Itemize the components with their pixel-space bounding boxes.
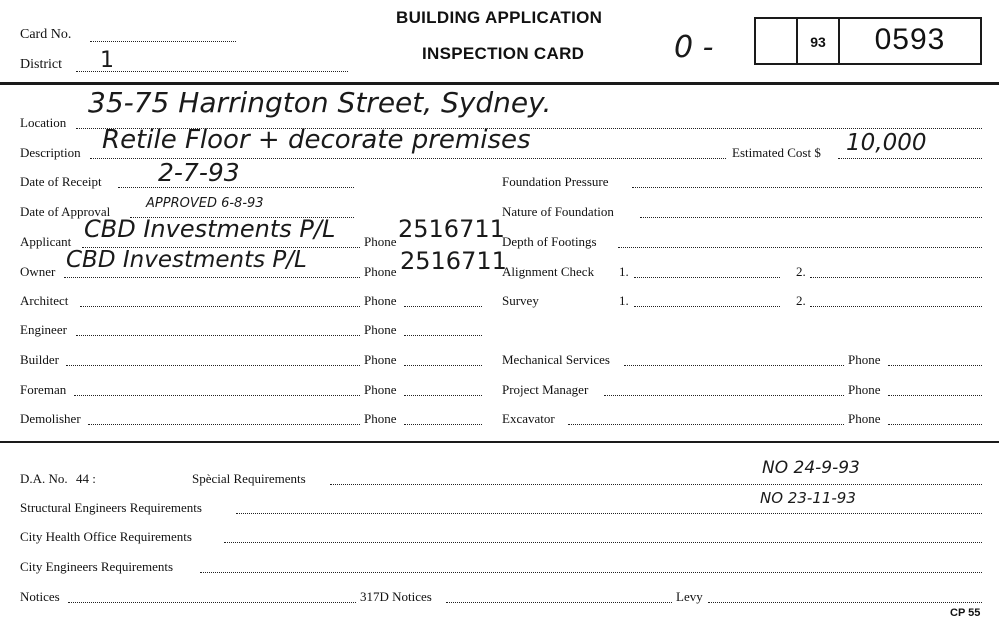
excavator-label: Excavator xyxy=(502,411,555,426)
estimated-cost-value: 10,000 xyxy=(846,130,927,156)
date-of-approval-label: Date of Approval xyxy=(20,204,111,219)
builder-phone-label: Phone xyxy=(364,352,397,367)
structural-requirements-field[interactable] xyxy=(236,513,982,514)
city-engineers-label: City Engineers Requirements xyxy=(20,559,174,574)
district-label: District xyxy=(20,57,62,72)
location-value: 35-75 Harrington Street, Sydney. xyxy=(88,86,552,119)
excavator-phone-field[interactable] xyxy=(888,424,982,425)
nature-of-foundation-label: Nature of Foundation xyxy=(502,204,614,219)
nature-of-foundation-field[interactable] xyxy=(640,217,982,218)
demolisher-phone-field[interactable] xyxy=(404,424,482,425)
depth-of-footings-field[interactable] xyxy=(618,247,982,248)
architect-label: Architect xyxy=(20,293,69,308)
card-no-field[interactable] xyxy=(90,41,236,42)
applicant-label: Applicant xyxy=(20,234,72,249)
alignment-check-1-label: 1. xyxy=(619,264,629,279)
estimated-cost-field[interactable] xyxy=(838,158,982,159)
survey-1-field[interactable] xyxy=(634,306,780,307)
alignment-check-1-field[interactable] xyxy=(634,277,780,278)
engineer-field[interactable] xyxy=(76,335,360,336)
project-manager-phone-label: Phone xyxy=(848,382,881,397)
da-no-label: D.A. No. xyxy=(20,471,68,486)
structural-requirements-value: NO 23-11-93 xyxy=(760,489,856,507)
alignment-check-2-field[interactable] xyxy=(810,277,982,278)
engineer-label: Engineer xyxy=(20,322,67,337)
health-office-field[interactable] xyxy=(224,542,982,543)
levy-label: Levy xyxy=(676,589,703,604)
middle-rule xyxy=(0,441,999,443)
levy-field[interactable] xyxy=(708,602,982,603)
year-code: 93 xyxy=(810,34,826,50)
applicant-value: CBD Investments P/L xyxy=(84,215,336,243)
special-requirements-field[interactable] xyxy=(330,484,982,485)
excavator-field[interactable] xyxy=(568,424,844,425)
alignment-check-label: Alignment Check xyxy=(502,264,595,279)
foreman-phone-label: Phone xyxy=(364,382,397,397)
date-of-approval-value: APPROVED 6-8-93 xyxy=(146,196,264,211)
demolisher-label: Demolisher xyxy=(20,411,81,426)
district-value: 1 xyxy=(100,48,114,73)
foundation-pressure-field[interactable] xyxy=(632,187,982,188)
notices-field[interactable] xyxy=(68,602,356,603)
notices-317d-label: 317D Notices xyxy=(360,589,432,604)
mechanical-services-field[interactable] xyxy=(624,365,844,366)
engineer-phone-label: Phone xyxy=(364,322,397,337)
survey-2-label: 2. xyxy=(796,293,806,308)
applicant-phone-label: Phone xyxy=(364,234,397,249)
structural-requirements-label: Structural Engineers Requirements xyxy=(20,500,202,515)
builder-field[interactable] xyxy=(66,365,360,366)
foreman-label: Foreman xyxy=(20,382,67,397)
mechanical-phone-field[interactable] xyxy=(888,365,982,366)
date-of-receipt-value: 2-7-93 xyxy=(158,158,240,187)
alignment-check-2-label: 2. xyxy=(796,264,806,279)
architect-field[interactable] xyxy=(80,306,360,307)
survey-1-label: 1. xyxy=(619,293,629,308)
date-of-receipt-label: Date of Receipt xyxy=(20,174,102,189)
description-label: Description xyxy=(20,145,81,160)
architect-phone-field[interactable] xyxy=(404,306,482,307)
special-requirements-label: Spècial Requirements xyxy=(192,471,306,486)
engineer-phone-field[interactable] xyxy=(404,335,482,336)
card-box-blank xyxy=(754,17,798,65)
card-number: 0593 xyxy=(874,23,946,56)
city-engineers-field[interactable] xyxy=(200,572,982,573)
survey-label: Survey xyxy=(502,293,539,308)
estimated-cost-label: Estimated Cost $ xyxy=(732,145,821,160)
top-rule xyxy=(0,82,999,85)
prefix-mark: 0 - xyxy=(674,30,714,65)
form-title-line1: BUILDING APPLICATION xyxy=(396,8,603,27)
date-of-receipt-field[interactable] xyxy=(118,187,354,188)
description-value: Retile Floor + decorate premises xyxy=(102,125,531,155)
year-code-box xyxy=(796,17,840,65)
district-field[interactable] xyxy=(76,71,348,72)
notices-317d-field[interactable] xyxy=(446,602,672,603)
health-office-label: City Health Office Requirements xyxy=(20,529,192,544)
owner-field[interactable] xyxy=(64,277,360,278)
mechanical-services-label: Mechanical Services xyxy=(502,352,610,367)
foundation-pressure-label: Foundation Pressure xyxy=(502,174,609,189)
notices-label: Notices xyxy=(20,589,60,604)
demolisher-field[interactable] xyxy=(88,424,360,425)
location-label: Location xyxy=(20,115,67,130)
owner-phone-label: Phone xyxy=(364,264,397,279)
form-code: CP 55 xyxy=(950,607,981,619)
builder-phone-field[interactable] xyxy=(404,365,482,366)
demolisher-phone-label: Phone xyxy=(364,411,397,426)
excavator-phone-label: Phone xyxy=(848,411,881,426)
builder-label: Builder xyxy=(20,352,59,367)
mechanical-phone-label: Phone xyxy=(848,352,881,367)
card-no-label: Card No. xyxy=(20,27,72,42)
da-no-value: 44 : xyxy=(76,471,96,486)
survey-2-field[interactable] xyxy=(810,306,982,307)
owner-phone-value: 2516711 xyxy=(400,247,507,275)
form-title-line2: INSPECTION CARD xyxy=(422,44,585,63)
foreman-phone-field[interactable] xyxy=(404,395,482,396)
owner-value: CBD Investments P/L xyxy=(66,247,307,273)
project-manager-phone-field[interactable] xyxy=(888,395,982,396)
foreman-field[interactable] xyxy=(74,395,360,396)
special-requirements-value: NO 24-9-93 xyxy=(762,458,860,478)
owner-label: Owner xyxy=(20,264,56,279)
card-number-box xyxy=(838,17,982,65)
depth-of-footings-label: Depth of Footings xyxy=(502,234,597,249)
project-manager-label: Project Manager xyxy=(502,382,589,397)
project-manager-field[interactable] xyxy=(604,395,844,396)
architect-phone-label: Phone xyxy=(364,293,397,308)
applicant-phone-value: 2516711 xyxy=(398,215,505,243)
